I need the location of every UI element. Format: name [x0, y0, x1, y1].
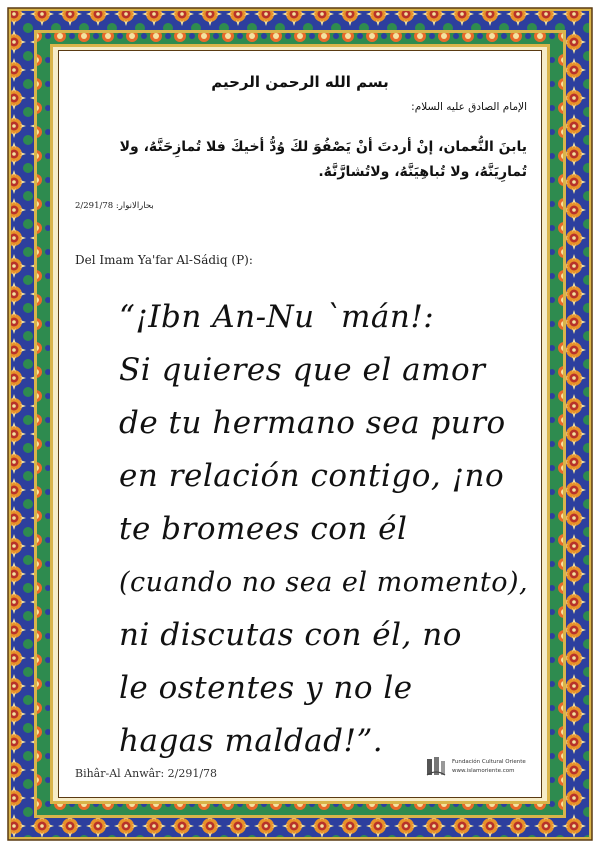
- quote-line: ni discutas con él, no: [119, 617, 462, 653]
- spanish-quote: [119, 291, 539, 768]
- quote-line: de tu hermano sea puro: [119, 405, 506, 441]
- spanish-intro: Del Imam Ya'far Al-Sádiq (P):: [75, 253, 253, 267]
- text-panel: [58, 50, 542, 798]
- arabic-reference: بحارالانوار: 2/291/78: [75, 201, 154, 211]
- quote-line: Si quieres que el amor: [119, 352, 486, 388]
- logo-name: Fundación Cultural Oriente: [452, 759, 526, 765]
- quote-line: en relación contigo, ¡no: [119, 458, 505, 494]
- fundacion-logo-icon: [425, 755, 447, 779]
- logo-url: www.islamoriente.com: [452, 768, 515, 774]
- quote-line: “¡Ibn An-Nu `mán!:: [119, 299, 435, 335]
- quote-line: te bromees con él: [119, 511, 408, 547]
- bismillah-heading: بسم الله الرحمن الرحيم: [211, 73, 389, 91]
- quote-line: (cuando no sea el momento),: [119, 567, 529, 598]
- quote-line: hagas maldad!”.: [119, 723, 384, 759]
- quote-line: le ostentes y no le: [119, 670, 413, 706]
- fundacion-logo: [425, 755, 531, 781]
- arabic-intro: الإمام الصادق عليه السلام:: [411, 101, 527, 113]
- arabic-quote: يابنَ النُّعمان، إنْ أردتَ أنْ يَصْفُوَ لكَ وُدُّ أخيكَ فلا تُمازِحَنَّهُ، ولا تُمارِيَنَّهُ، ولا تُباهِيَنَّهُ، ولاتُشارَّنَّهُ.: [119, 139, 527, 180]
- source-citation: Bihâr-Al Anwâr: 2/291/78: [75, 767, 218, 780]
